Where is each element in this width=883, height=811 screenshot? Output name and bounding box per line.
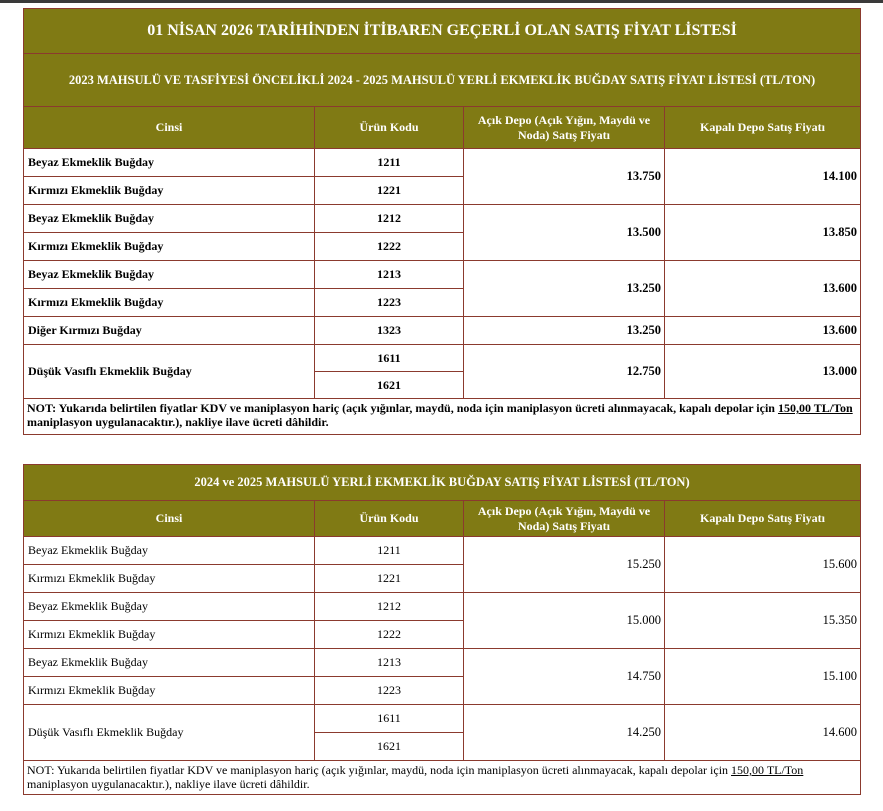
note-amount: 150,00 TL/Ton — [731, 763, 804, 777]
product-name: Kırmızı Ekmeklik Buğday — [24, 621, 315, 649]
closed-price: 13.600 — [665, 317, 861, 345]
col-header-cinsi: Cinsi — [24, 501, 315, 537]
product-name: Kırmızı Ekmeklik Buğday — [24, 177, 315, 205]
note-amount: 150,00 TL/Ton — [777, 401, 853, 415]
open-price: 13.500 — [464, 205, 665, 261]
product-code: 1213 — [315, 649, 464, 677]
product-code: 1621 — [315, 733, 464, 761]
table-2-note — [24, 761, 861, 795]
open-price: 15.000 — [464, 593, 665, 649]
closed-price: 13.600 — [665, 261, 861, 317]
table-2-subtitle: 2024 ve 2025 MAHSULÜ YERLİ EKMEKLİK BUĞDAY SATIŞ FİYAT LİSTESİ (TL/TON) — [24, 465, 861, 501]
product-name: Kırmızı Ekmeklik Buğday — [24, 289, 315, 317]
product-code: 1222 — [315, 233, 464, 261]
closed-price: 14.100 — [665, 149, 861, 205]
note-text: NOT: Yukarıda belirtilen fiyatlar KDV ve maniplasyon hariç (açık yığınlar, maydü, noda için maniplasyon ücreti alınmayacak, kapalı depolar için — [27, 763, 732, 777]
product-code: 1213 — [315, 261, 464, 289]
product-name: Kırmızı Ekmeklik Buğday — [24, 233, 315, 261]
price-table-2 — [23, 464, 861, 795]
closed-price: 15.100 — [665, 649, 861, 705]
closed-price: 15.600 — [665, 537, 861, 593]
product-name: Diğer Kırmızı Buğday — [24, 317, 315, 345]
product-name: Beyaz Ekmeklik Buğday — [24, 593, 315, 621]
note-text-end: maniplasyon uygulanacaktır.), nakliye ilave ücreti dâhildir. — [27, 777, 310, 791]
product-code: 1323 — [315, 317, 464, 345]
open-price: 14.750 — [464, 649, 665, 705]
note-text-end: maniplasyon uygulanacaktır.), nakliye ilave ücreti dâhildir. — [27, 415, 329, 429]
product-code: 1223 — [315, 677, 464, 705]
product-name: Beyaz Ekmeklik Buğday — [24, 205, 315, 233]
note-text: NOT: Yukarıda belirtilen fiyatlar KDV ve maniplasyon hariç (açık yığınlar, maydü, noda için maniplasyon ücreti alınmayacak, kapalı depolar için — [27, 401, 778, 415]
product-name: Beyaz Ekmeklik Buğday — [24, 261, 315, 289]
product-code: 1212 — [315, 593, 464, 621]
product-name: Düşük Vasıflı Ekmeklik Buğday — [24, 705, 315, 761]
product-name: Beyaz Ekmeklik Buğday — [24, 149, 315, 177]
product-code: 1223 — [315, 289, 464, 317]
table-1-subtitle: 2023 MAHSULÜ VE TASFİYESİ ÖNCELİKLİ 2024 - 2025 MAHSULÜ YERLİ EKMEKLİK BUĞDAY SATIŞ FİYAT LİSTESİ (TL/TON) — [24, 54, 861, 107]
col-header-code: Ürün Kodu — [315, 107, 464, 149]
open-price: 15.250 — [464, 537, 665, 593]
product-code: 1211 — [315, 149, 464, 177]
product-name: Düşük Vasıflı Ekmeklik Buğday — [24, 345, 315, 399]
closed-price: 14.600 — [665, 705, 861, 761]
closed-price: 13.850 — [665, 205, 861, 261]
product-code: 1621 — [315, 372, 464, 399]
col-header-closed-depot: Kapalı Depo Satış Fiyatı — [665, 501, 861, 537]
table-1-note — [24, 399, 861, 435]
product-code: 1221 — [315, 177, 464, 205]
product-code: 1211 — [315, 537, 464, 565]
col-header-closed-depot: Kapalı Depo Satış Fiyatı — [665, 107, 861, 149]
price-table-1 — [23, 8, 861, 435]
page-title: 01 NİSAN 2026 TARİHİNDEN İTİBAREN GEÇERLİ OLAN SATIŞ FİYAT LİSTESİ — [24, 9, 861, 54]
col-header-open-depot: Açık Depo (Açık Yığın, Maydü ve Noda) Satış Fiyatı — [464, 107, 665, 149]
product-code: 1611 — [315, 345, 464, 372]
col-header-open-depot: Açık Depo (Açık Yığın, Maydü ve Noda) Satış Fiyatı — [464, 501, 665, 537]
closed-price: 15.350 — [665, 593, 861, 649]
open-price: 12.750 — [464, 345, 665, 399]
top-border — [0, 0, 883, 3]
product-code: 1212 — [315, 205, 464, 233]
col-header-cinsi: Cinsi — [24, 107, 315, 149]
product-name: Kırmızı Ekmeklik Buğday — [24, 565, 315, 593]
open-price: 13.750 — [464, 149, 665, 205]
closed-price: 13.000 — [665, 345, 861, 399]
product-name: Kırmızı Ekmeklik Buğday — [24, 677, 315, 705]
product-name: Beyaz Ekmeklik Buğday — [24, 537, 315, 565]
open-price: 13.250 — [464, 317, 665, 345]
product-code: 1222 — [315, 621, 464, 649]
open-price: 13.250 — [464, 261, 665, 317]
open-price: 14.250 — [464, 705, 665, 761]
product-name: Beyaz Ekmeklik Buğday — [24, 649, 315, 677]
col-header-code: Ürün Kodu — [315, 501, 464, 537]
product-code: 1611 — [315, 705, 464, 733]
product-code: 1221 — [315, 565, 464, 593]
